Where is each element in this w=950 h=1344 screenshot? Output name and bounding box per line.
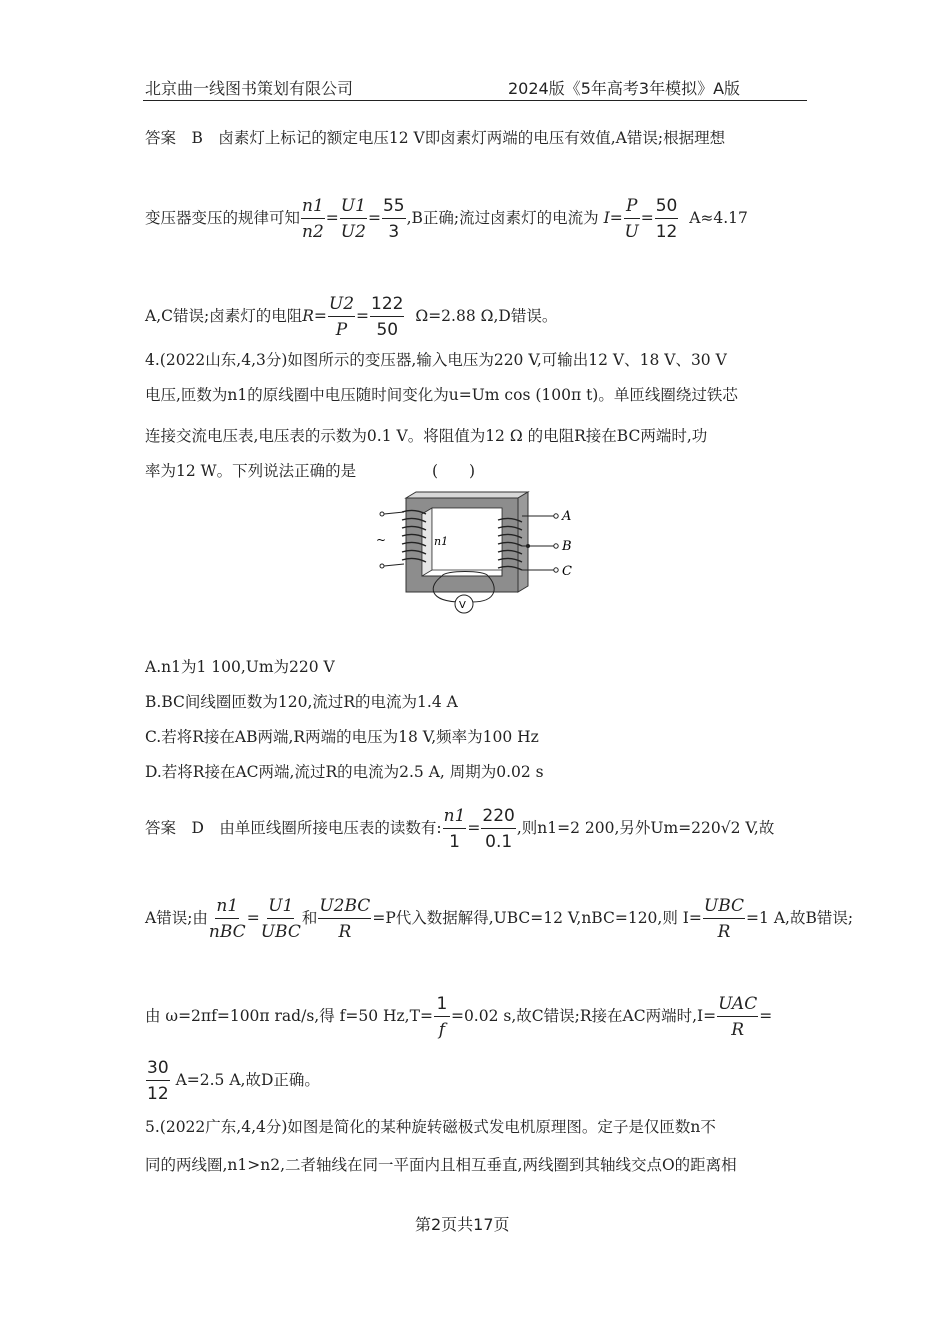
q5-stem-line2: 同的两线圈,n1>n2,二者轴线在同一平面内且相互垂直,两线圈到其轴线交点O的距离相 <box>145 1156 737 1174</box>
q4-stem-line4: 率为12 W。下列说法正确的是 <box>145 462 357 480</box>
header-left: 北京曲一线图书策划有限公司 <box>145 79 354 98</box>
option-c: C.若将R接在AB两端,R两端的电压为18 V,频率为100 Hz <box>145 728 539 746</box>
answer-bracket: ( ) <box>432 462 476 480</box>
q4-answer-line2: A错误;由 $\frac{n1}{\text{nBC}}$ = $\frac{U1}{\text{UBC}}$ 和 $\frac{U2BC}{R}$ =P代入数据解得,UBC=12 V,nBC=120,则 I= $\frac{\text{UBC}}{R}$ =1 A,故B错误; <box>145 896 854 942</box>
fraction-122-50: $\frac{122}{50}$ <box>371 294 404 340</box>
transformer-diagram <box>370 490 585 620</box>
fraction-50-12: $\frac{50}{12}$ <box>655 196 678 242</box>
option-d: D.若将R接在AC两端,流过R的电流为2.5 A, 周期为0.02 s <box>145 763 544 781</box>
q5-stem-line1: 5.(2022广东,4,4分)如图是简化的某种旋转磁极式发电机原理图。定子是仅匝数n不 <box>145 1118 716 1136</box>
q3-answer-line3: A,C错误;卤素灯的电阻R= $\frac{U2}{P}$ = $\frac{122}{50}$ Ω=2.88 Ω,D错误。 <box>145 294 558 340</box>
page-number: 第2页共17页 <box>415 1215 510 1234</box>
q4-answer-line3: 由 ω=2πf=100π rad/s,得 f=50 Hz,T= $\frac{1}{f}$ =0.02 s,故C错误;R接在AC两端时,I= $\frac{\text{UAC}}{R}$ = <box>145 994 773 1040</box>
option-a: A.n1为1 100,Um为220 V <box>145 658 335 676</box>
option-b: B.BC间线圈匝数为120,流过R的电流为1.4 A <box>145 693 458 711</box>
terminal-a-label: A <box>562 509 572 524</box>
terminal-c-label: C <box>562 564 572 579</box>
fraction-u1-u2: $\frac{U1}{U2}$ <box>340 196 366 242</box>
q4-stem-line1: 4.(2022山东,4,3分)如图所示的变压器,输入电压为220 V,可输出12 V、18 V、30 V <box>145 351 727 369</box>
q4-answer-line1: 答案 D 由单匝线圈所接电压表的读数有: $\frac{n1}{1}$ = $\frac{220}{0.1}$ ,则n1=2 200,另外Um=220√2 V,故 <box>145 806 775 852</box>
q4-stem-line3: 连接交流电压表,电压表的示数为0.1 V。将阻值为12 Ω 的电阻R接在BC两端时,功 <box>145 427 708 445</box>
fraction-p-u: $\frac{P}{U}$ <box>624 196 639 242</box>
q3-answer-line2: 变压器变压的规律可知 $\frac{n1}{n2}$ = $\frac{U1}{U2}$ = $\frac{55}{3}$ ,B正确;流过卤素灯的电流为 I= $\frac{P}{U}$ = $\frac{50}{12}$ A≈4.17 <box>145 196 748 242</box>
fraction-u2-p: $\frac{U2}{P}$ <box>328 294 355 340</box>
header-rule <box>143 100 807 101</box>
header-right: 2024版《5年高考3年模拟》A版 <box>508 79 741 98</box>
fraction-n1-n2: $\frac{n1}{n2}$ <box>302 196 324 242</box>
ac-source-symbol: ~ <box>376 533 387 547</box>
q4-stem-line2: 电压,匝数为n1的原线圈中电压随时间变化为u=Um cos (100π t)。单匝线圈绕过铁芯 <box>145 386 738 404</box>
n1-label: n1 <box>434 535 449 548</box>
q3-answer-line1: 答案 B 卤素灯上标记的额定电压12 V即卤素灯两端的电压有效值,A错误;根据理想 <box>145 129 726 147</box>
svg-text:V: V <box>459 600 466 611</box>
terminal-b-label: B <box>562 539 572 554</box>
fraction-55-3: $\frac{55}{3}$ <box>382 196 405 242</box>
q4-answer-line4: $\frac{30}{12}$ A=2.5 A,故D正确。 <box>147 1058 320 1104</box>
